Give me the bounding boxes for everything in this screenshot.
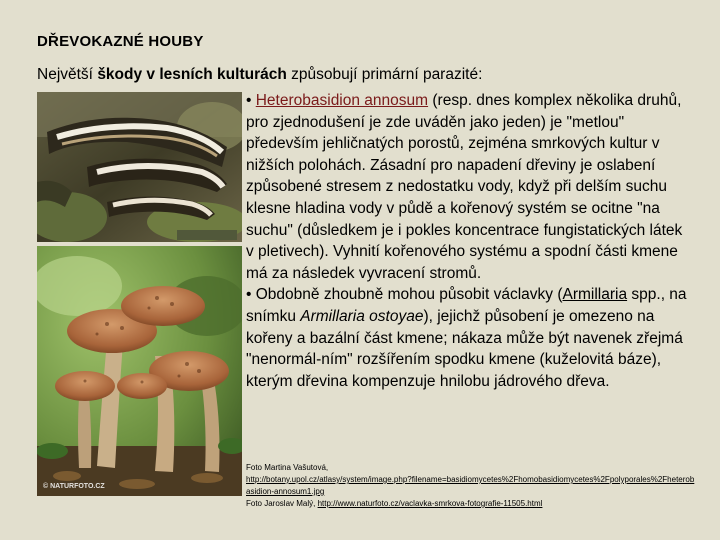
- credit-line-1: Foto Martina Vašutová,: [246, 463, 329, 472]
- paragraph2-middle: spp., na snímku: [246, 286, 687, 325]
- photo-credits: [246, 462, 696, 510]
- paragraph2-text: ), jejichž působení je omezeno na kořeny a bazální část kmene; nákaza může být navenek zřejmá "nenormál-ním" rozšířením spodku kmene (kuželovitá báze), kterým dřevina kompenzuje hnilobu jádrového dřeva.: [246, 307, 683, 390]
- armillaria-photo: [37, 246, 242, 496]
- intro-before: Největší: [37, 66, 98, 83]
- heterobasidion-link[interactable]: Heterobasidion annosum: [255, 92, 429, 109]
- credit-line-2: [246, 498, 696, 510]
- slide-title: DŘEVOKAZNÉ HOUBY: [37, 33, 204, 50]
- paragraph-heterobasidion: [246, 90, 692, 284]
- intro-after: způsobují primární parazité:: [286, 66, 483, 83]
- bullet-2: • Obdobně zhoubně mohou působit václavky (: [246, 286, 563, 304]
- armillaria-ostoyae-name: Armillaria ostoyae: [300, 307, 424, 325]
- description-text: [246, 90, 692, 392]
- armillaria-link[interactable]: Armillaria: [562, 286, 628, 304]
- intro-line: [37, 66, 482, 84]
- credit-line-2-prefix: Foto Jaroslav Malý,: [246, 499, 318, 508]
- paragraph-armillaria: [246, 284, 692, 392]
- credit-link-1[interactable]: http://botany.upol.cz/atlasy/system/image.php?filename=basidiomycetes%2Fhomobasidiomycetes%2Fpolyporales%2Fheterobasidion-annosum1.jpg: [246, 475, 695, 496]
- credit-link-2[interactable]: http://www.naturfoto.cz/vaclavka-smrkova-fotografie-11505.html: [317, 499, 543, 508]
- heterobasidion-photo: [37, 92, 242, 242]
- bullet-1: •: [246, 92, 256, 109]
- intro-bold: škody v lesních kulturách: [97, 66, 287, 83]
- photo-watermark: © NATURFOTO.CZ: [43, 483, 105, 490]
- paragraph1-text: (resp. dnes komplex několika druhů, pro zjednodušení je zde uváděn jako jeden) je "metlou" především jehličnatých porostů, zejména smrkových kultur v nižších polohách. Zásadní pro napadení dřeviny je oslabení způsobené stresem z nedostatku vody, když při delším suchu klesne hladina vody v půdě a kořenový systém se ocitne "na suchu" (důsledkem je i pokles koncentrace fungistatických látek v pletivech). Vyhnití kořenového systému a spodní části kmene má za následek vyvracení stromů.: [246, 92, 683, 282]
